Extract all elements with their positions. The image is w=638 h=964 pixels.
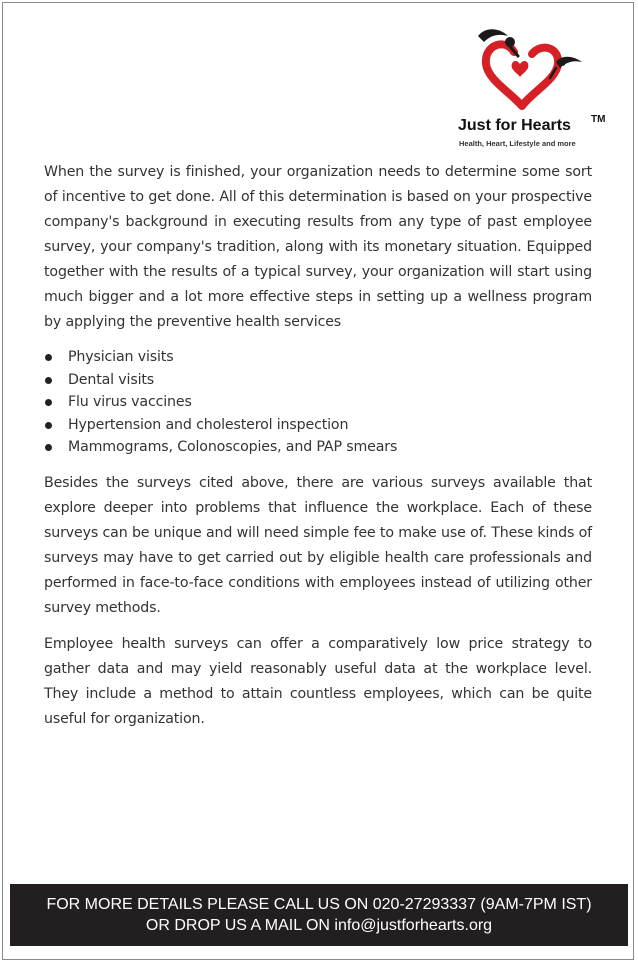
list-item (44, 346, 592, 369)
paragraph-2: Besides the surveys cited above, there are various surveys available that explore deeper into problems that influence the workplace. Each of these surveys can be unique and will need simple fee to make use of. These kinds of surveys may have to get carried out by eligible health care professionals and performed in face-to-face conditions with employees instead of utilizing other survey methods. (44, 474, 592, 616)
list-item-text: Mammograms, Colonoscopies, and PAP smears (68, 439, 398, 455)
list-item-text: Hypertension and cholesterol inspection (68, 416, 349, 433)
bullet-icon (45, 399, 52, 406)
brand-tagline: Health, Heart, Lifestyle and more (459, 139, 576, 148)
bullet-icon (45, 444, 52, 451)
paragraph-1: When the survey is finished, your organization needs to determine some sort of incentive to get done. All of this determination is based on your prospective company's background in executing results from any type of past employee survey, your company's tradition, along with its monetary situation. Equipped together with the results of a typical survey, your organization will start using much bigger and a lot more effective steps in setting up a wellness program by applying the preventive health services (44, 164, 592, 330)
brand-name: Just for Hearts (458, 117, 571, 134)
trademark-symbol: TM (591, 114, 606, 125)
list-item (44, 391, 592, 414)
list-item (44, 369, 592, 392)
paragraph-3: Employee health surveys can offer a comparatively low price strategy to gather data and may yield reasonably useful data at the workplace level. They include a method to attain countless employees, which can be quite useful for organization. (44, 635, 592, 727)
list-item-text: Dental visits (68, 371, 155, 388)
bullet-icon (45, 377, 52, 384)
brand-logo (458, 22, 618, 157)
bullet-icon (45, 354, 52, 361)
list-item (44, 436, 592, 459)
heart-logo-icon (470, 22, 590, 117)
bullet-list (44, 346, 592, 459)
contact-footer (10, 884, 628, 946)
list-item-text: Physician visits (68, 349, 174, 365)
footer-email-line: OR DROP US A MAIL ON info@justforhearts.org (145, 917, 493, 934)
bullet-icon (45, 422, 52, 429)
list-item-text: Flu virus vaccines (68, 394, 192, 410)
footer-phone-line: FOR MORE DETAILS PLEASE CALL US ON 020-27293337 (9AM-7PM IST) (46, 896, 592, 913)
article-body (44, 160, 592, 732)
list-item (44, 414, 592, 437)
